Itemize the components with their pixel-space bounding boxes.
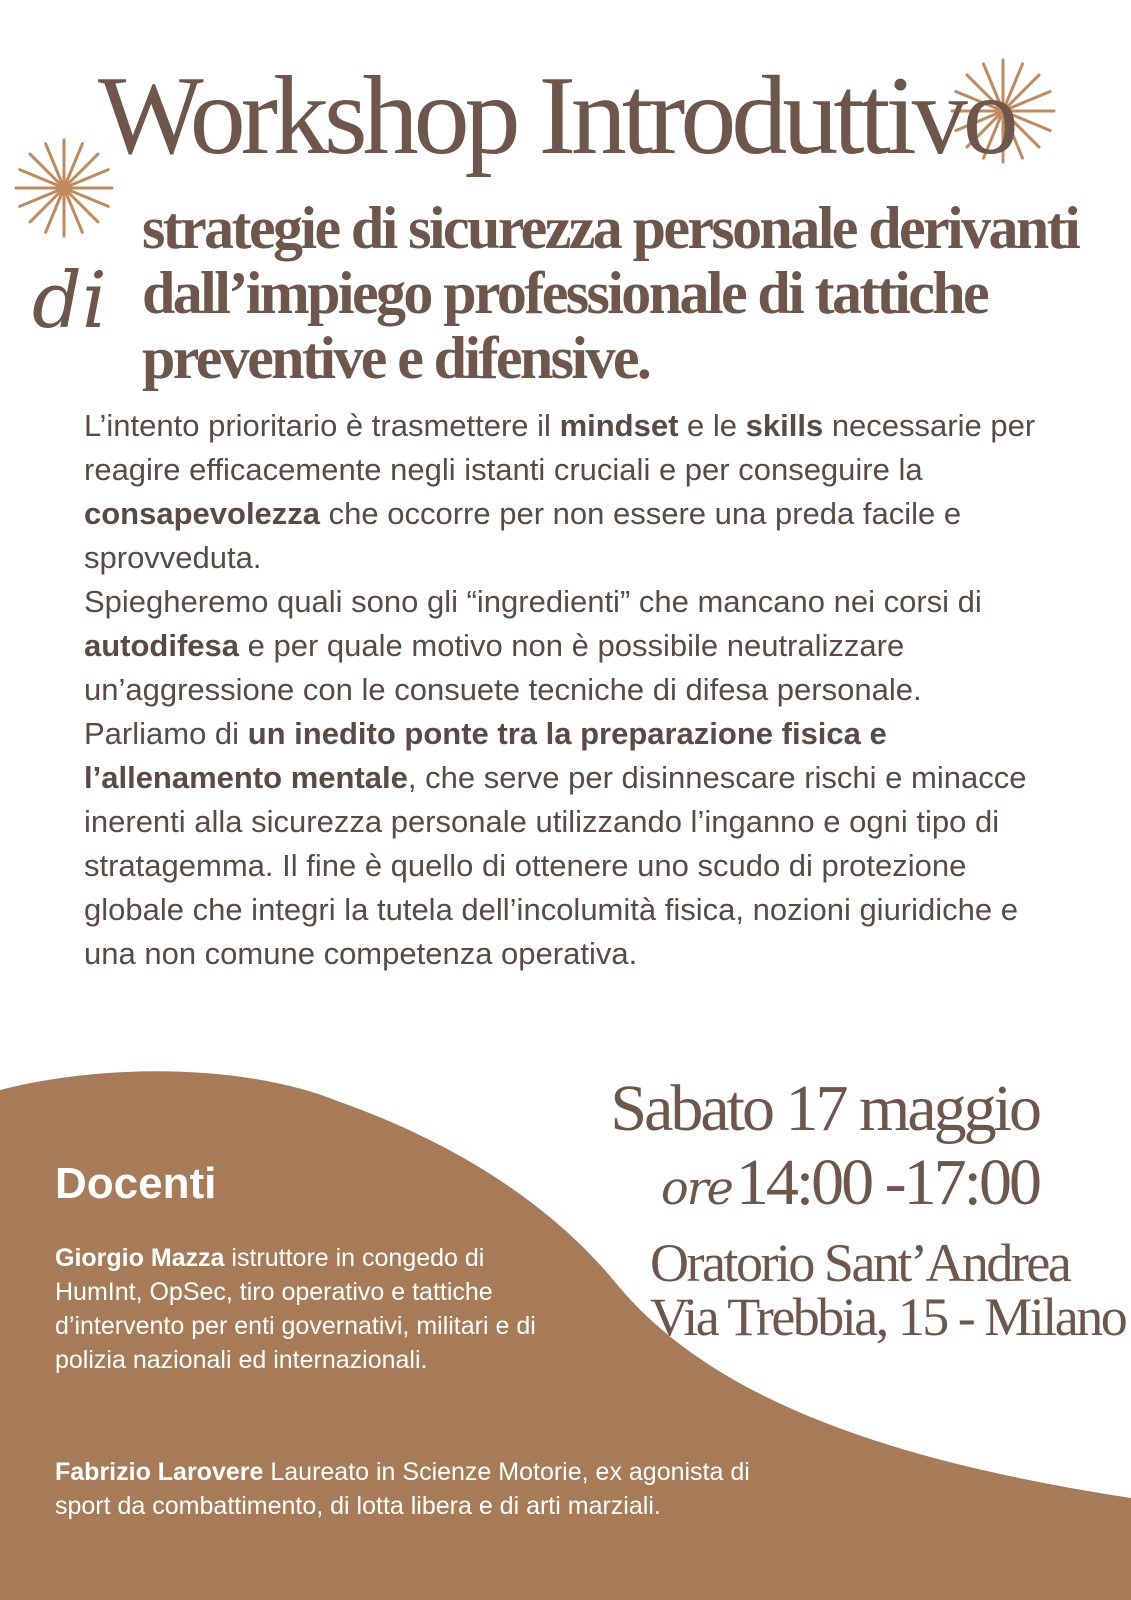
highlight-autodifesa: autodifesa [84,628,240,663]
text-run: e per quale motivo non è possibile neutralizzare un’aggressione con le consuete tecniche di difesa personale. [84,628,922,707]
highlight-skills: skills [745,408,824,443]
event-venue: Oratorio Sant’Andrea [650,1233,1070,1293]
teacher-entry [55,1455,755,1523]
teacher-bio: Laureato in Scienze Motorie, ex agonista di sport da combattimento, di lotta libera e di arti marziali. [55,1458,750,1520]
text-run: necessarie per reagire efficacemente negli istanti cruciali e per conseguire la [84,408,1036,487]
text-run: Parliamo di [84,716,248,751]
highlight-ponte: un inedito ponte tra la preparazione fisica e l’allenamento mentale [84,716,887,795]
text-run: che occorre per non essere una preda facile e sprovveduta. [84,496,962,575]
highlight-consapevolezza: consapevolezza [84,496,321,531]
event-address: Via Trebbia, 15 - Milano [650,1287,1126,1347]
docenti-heading: Docenti [55,1159,217,1208]
text-run: L’intento prioritario è trasmettere il [84,408,560,443]
event-time: 14:00 -17:00 [735,1146,1039,1219]
workshop-title: Workshop Introduttivo [98,54,1014,178]
event-time-row [660,1146,1039,1219]
teacher-bio: istruttore in congedo di HumInt, OpSec, tiro operativo e tattiche d’intervento per enti governativi, militari e di polizia nazionali ed internazionali. [55,1244,536,1374]
text-run: Spiegheremo quali sono gli “ingredienti” che mancano nei corsi di [84,584,982,619]
subtitle-line: dall’impiego professionale di tattiche [142,260,988,326]
teacher-entry [55,1241,545,1377]
teacher-name: Giorgio Mazza [55,1244,225,1272]
highlight-mindset: mindset [559,408,679,443]
time-prefix: ore [660,1161,732,1215]
text-run: , che serve per disinnescare rischi e minacce inerenti alla sicurezza personale utilizzando l’inganno e ogni tipo di stratagemma. Il fine è quello di ottenere uno scudo di protezione globale che integri la tutela dell’incolumità fisica, nozioni giuridiche e una non comune competenza operativa. [84,760,1027,971]
text-run: e le [678,408,746,443]
subtitle-line: preventive e difensive. [142,325,650,391]
subtitle-line: strategie di sicurezza personale derivanti [142,195,1079,261]
event-date: Sabato 17 maggio [610,1072,1039,1145]
connector-di: di [32,256,107,346]
teacher-name: Fabrizio Larovere [55,1458,264,1486]
